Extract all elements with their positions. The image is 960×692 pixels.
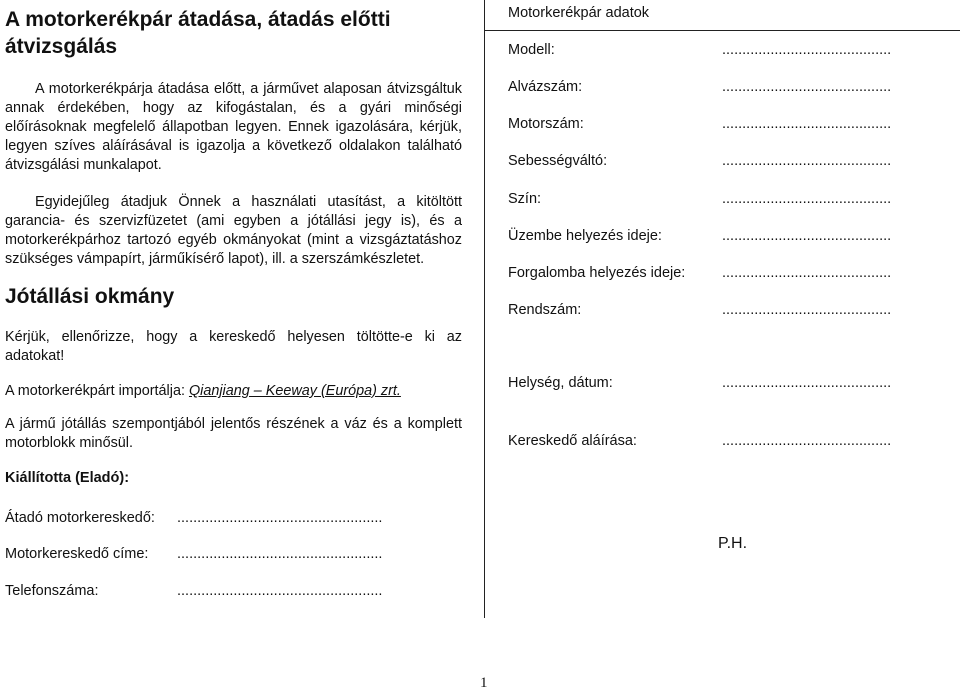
importer-name: Qianjiang – Keeway (Európa) zrt. xyxy=(188,383,401,399)
dealer-name-field[interactable]: ................................................... xyxy=(177,510,383,526)
intro-paragraph: A motorkerékpárja átadása előtt, a járművet alaposan átvizsgáltuk annak érdekében, hogy az kifogástalan, és a gyári minőségi előírásoknak megfelelő állapotban legyen. Ennek igazolására, kérjük, legyen szíves aláírásával is igazolja a következő oldalakon található átvizsgálási munkalapot. xyxy=(5,81,462,173)
title-line-2: átvizsgálás xyxy=(5,35,118,58)
engine-number-row xyxy=(508,116,960,132)
chassis-number-row xyxy=(508,79,960,95)
color-label: Szín: xyxy=(508,191,542,207)
dealer-signature-row xyxy=(508,433,960,449)
phone-field[interactable]: ................................................... xyxy=(177,583,383,599)
page-title xyxy=(5,6,462,60)
engine-number-label: Motorszám: xyxy=(508,116,584,132)
dealer-signature-field[interactable]: .......................................... xyxy=(722,433,892,449)
gearbox-label: Sebességváltó: xyxy=(508,153,608,169)
dealer-signature-label: Kereskedő aláírása: xyxy=(508,433,637,449)
motorcycle-data-header: Motorkerékpár adatok xyxy=(508,5,650,21)
place-date-field[interactable]: .......................................... xyxy=(722,375,892,391)
documents-paragraph: Egyidejűleg átadjuk Önnek a használati utasítást, a kitöltött garancia- és szervizfüzetet (ami egyben a jótállási jegy is), és a motorkerékpárhoz tartozó egyéb okmányokat (mint a vizsgáztatáshoz szükséges vámpapírt, járműkísérő lapot), ill. a szerszámkészletet. xyxy=(5,194,462,267)
registration-date-row xyxy=(508,265,960,281)
check-data-paragraph: Kérjük, ellenőrizze, hogy a kereskedő helyesen töltötte-e ki az adatokat! xyxy=(5,329,462,364)
importer-paragraph xyxy=(5,382,462,401)
model-label: Modell: xyxy=(508,42,555,58)
registration-date-label: Forgalomba helyezés ideje: xyxy=(508,265,686,281)
model-field[interactable]: .......................................... xyxy=(722,42,892,58)
seller-section-title: Kiállította (Eladó): xyxy=(5,470,130,486)
stamp-placeholder: P.H. xyxy=(718,535,748,552)
plate-number-row xyxy=(508,302,960,318)
chassis-number-label: Alvázszám: xyxy=(508,79,583,95)
page-number: 1 xyxy=(480,675,488,691)
gearbox-row xyxy=(508,153,960,169)
header-underline xyxy=(484,30,960,31)
commissioning-date-field[interactable]: .......................................... xyxy=(722,228,892,244)
dealer-name-label: Átadó motorkereskedő: xyxy=(5,510,155,526)
gearbox-field[interactable]: .......................................... xyxy=(722,153,892,169)
title-line-1: A motorkerékpár átadása, átadás előtti xyxy=(5,8,391,31)
dealer-address-label: Motorkereskedő címe: xyxy=(5,546,149,562)
phone-row xyxy=(5,583,383,599)
color-row xyxy=(508,191,960,207)
dealer-address-row xyxy=(5,546,383,562)
commissioning-date-row xyxy=(508,228,960,244)
left-column xyxy=(5,0,462,453)
plate-number-field[interactable]: .......................................... xyxy=(722,302,892,318)
place-date-label: Helység, dátum: xyxy=(508,375,613,391)
dealer-address-field[interactable]: ................................................... xyxy=(177,546,383,562)
place-date-row xyxy=(508,375,960,391)
warranty-heading: Jótállási okmány xyxy=(5,285,175,308)
plate-number-label: Rendszám: xyxy=(508,302,582,318)
importer-label: A motorkerékpárt importálja: xyxy=(5,383,189,399)
color-field[interactable]: .......................................... xyxy=(722,191,892,207)
dealer-name-row xyxy=(5,510,383,526)
chassis-number-field[interactable]: .......................................... xyxy=(722,79,892,95)
commissioning-date-label: Üzembe helyezés ideje: xyxy=(508,228,662,244)
model-row xyxy=(508,42,960,58)
phone-label: Telefonszáma: xyxy=(5,583,99,599)
engine-number-field[interactable]: .......................................... xyxy=(722,116,892,132)
warranty-scope-paragraph: A jármű jótállás szempontjából jelentős részének a váz és a komplett motorblokk minősül. xyxy=(5,416,462,451)
registration-date-field[interactable]: .......................................... xyxy=(722,265,892,281)
column-divider xyxy=(484,0,485,618)
